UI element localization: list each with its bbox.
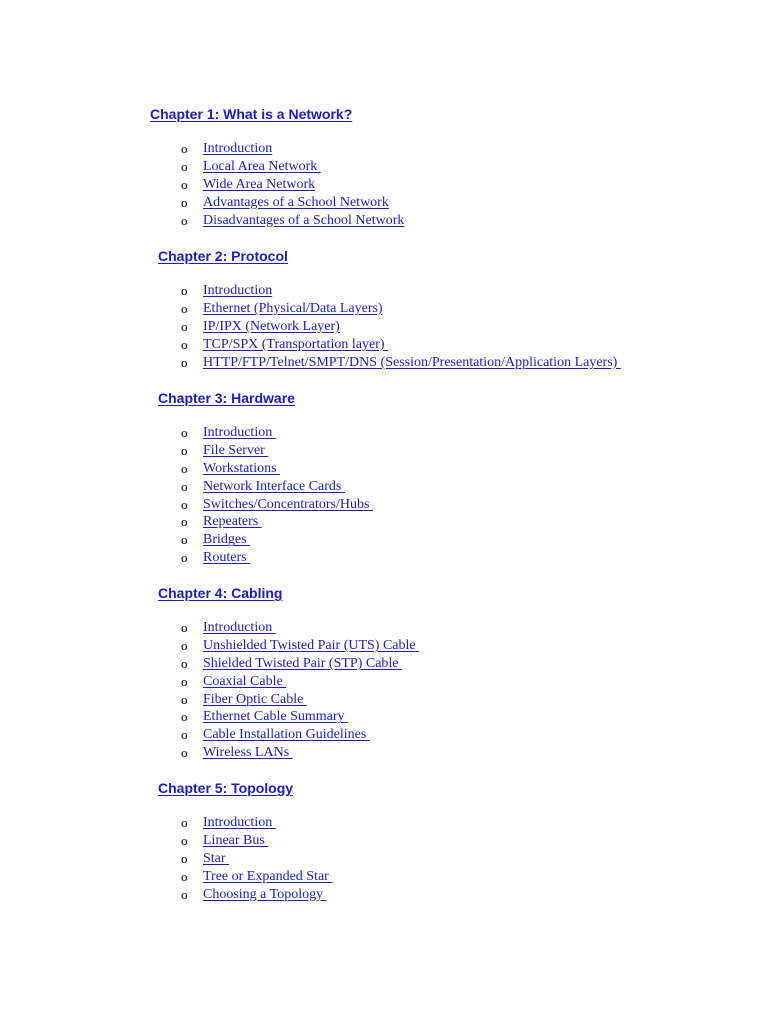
chapter-2: [158, 247, 621, 370]
bullet: o: [181, 336, 188, 352]
bullet: o: [181, 478, 188, 494]
bullet: o: [181, 283, 188, 298]
topic-link[interactable]: Switches/Concentrators/Hubs: [203, 496, 373, 512]
topic-link[interactable]: Advantages of a School Network: [203, 194, 389, 210]
chapter-5: [158, 779, 333, 902]
topic-link[interactable]: Coaxial Cable: [203, 673, 287, 689]
chapter-2-heading[interactable]: Chapter 2: Protocol: [158, 248, 288, 264]
topic-link[interactable]: Ethernet Cable Summary: [203, 709, 349, 725]
topic-link[interactable]: File Server: [203, 442, 269, 458]
bullet: o: [181, 868, 188, 884]
topic-link[interactable]: Introduction: [203, 815, 276, 830]
topic-link[interactable]: Local Area Network: [203, 158, 321, 174]
bullet: o: [181, 442, 188, 458]
topic-link[interactable]: Repeaters: [203, 514, 262, 530]
topic-link[interactable]: Network Interface Cards: [203, 478, 345, 494]
topic-link[interactable]: Wireless LANs: [203, 745, 293, 761]
chapter-3-heading[interactable]: Chapter 3: Hardware: [158, 390, 295, 406]
bullet: o: [181, 886, 188, 902]
topic-link[interactable]: Introduction: [203, 141, 273, 156]
topic-link[interactable]: Choosing a Topology: [203, 886, 327, 902]
bullet: o: [181, 550, 188, 566]
bullet: o: [181, 212, 188, 228]
bullet: o: [181, 176, 188, 192]
topic-link[interactable]: Star: [203, 850, 230, 866]
bullet: o: [181, 745, 188, 761]
topic-link[interactable]: Unshielded Twisted Pair (UTS) Cable: [203, 637, 420, 653]
topic-link[interactable]: Bridges: [203, 532, 251, 548]
topic-link[interactable]: Disadvantages of a School Network: [203, 212, 405, 228]
bullet: o: [181, 354, 188, 370]
bullet: o: [181, 300, 188, 316]
bullet: o: [181, 727, 188, 743]
chapter-4-heading[interactable]: Chapter 4: Cabling: [158, 585, 283, 601]
bullet: o: [181, 158, 188, 174]
bullet: o: [181, 832, 188, 848]
topic-link[interactable]: HTTP/FTP/Telnet/SMPT/DNS (Session/Presentation/Application Layers): [203, 354, 621, 370]
bullet: o: [181, 532, 188, 548]
chapter-4: [158, 584, 420, 761]
bullet: o: [181, 496, 188, 512]
bullet: o: [181, 691, 188, 707]
bullet: o: [181, 709, 188, 725]
bullet: o: [181, 425, 188, 440]
topic-link[interactable]: Ethernet (Physical/Data Layers): [203, 300, 383, 316]
chapter-5-heading[interactable]: Chapter 5: Topology: [158, 780, 294, 796]
topic-link[interactable]: TCP/SPX (Transportation layer): [203, 336, 388, 352]
topic-link[interactable]: Cable Installation Guidelines: [203, 727, 370, 743]
bullet: o: [181, 655, 188, 671]
bullet: o: [181, 637, 188, 653]
bullet: o: [181, 815, 188, 830]
bullet: o: [181, 514, 188, 530]
topic-link[interactable]: Routers: [203, 550, 251, 566]
topic-link[interactable]: Introduction: [203, 425, 276, 440]
chapter-3: [158, 389, 373, 566]
topic-link[interactable]: IP/IPX (Network Layer): [203, 318, 340, 334]
topic-link[interactable]: Workstations: [203, 460, 281, 476]
bullet: o: [181, 850, 188, 866]
chapter-1-heading[interactable]: Chapter 1: What is a Network?: [150, 106, 353, 122]
topic-link[interactable]: Shielded Twisted Pair (STP) Cable: [203, 655, 403, 671]
bullet: o: [181, 460, 188, 476]
topic-link[interactable]: Wide Area Network: [203, 176, 316, 192]
topic-link[interactable]: Tree or Expanded Star: [203, 868, 333, 884]
chapter-1: [150, 105, 405, 228]
bullet: o: [181, 318, 188, 334]
bullet: o: [181, 141, 188, 156]
topic-link[interactable]: Introduction: [203, 620, 276, 635]
bullet: o: [181, 194, 188, 210]
bullet: o: [181, 673, 188, 689]
topic-link[interactable]: Introduction: [203, 283, 273, 298]
bullet: o: [181, 620, 188, 635]
topic-link[interactable]: Fiber Optic Cable: [203, 691, 307, 707]
topic-link[interactable]: Linear Bus: [203, 832, 269, 848]
